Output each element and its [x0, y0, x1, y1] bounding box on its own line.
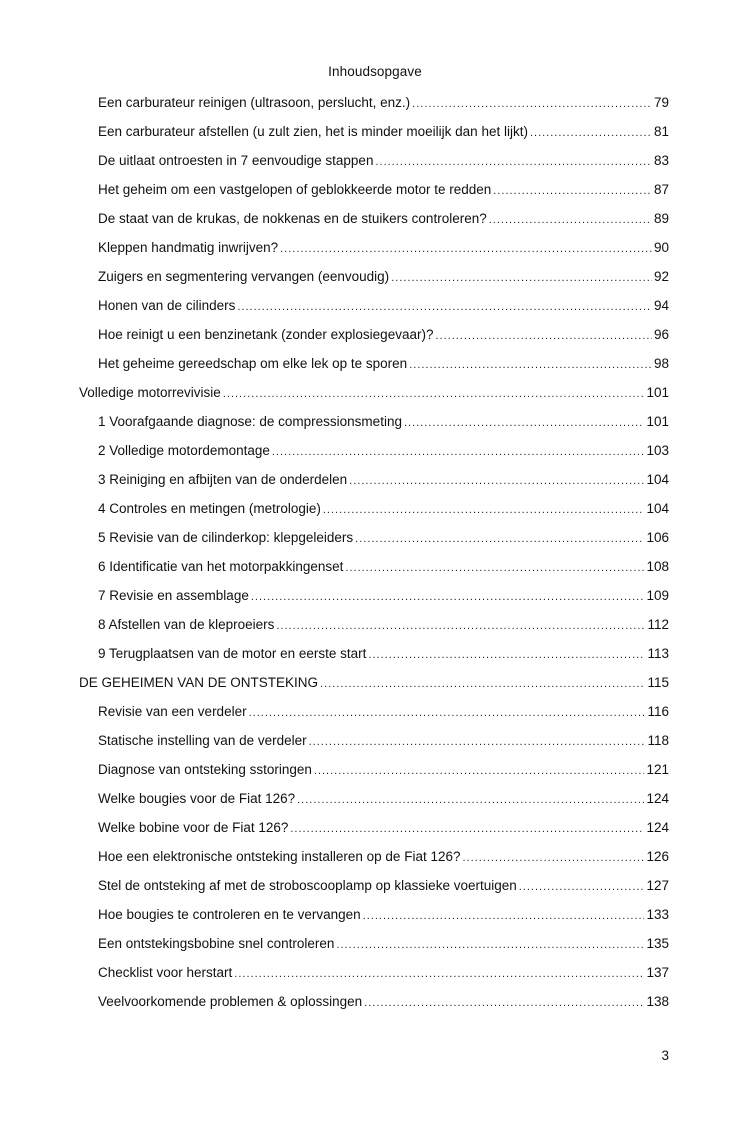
toc-entry-page: 121 [646, 762, 669, 777]
toc-dot-leader [272, 443, 645, 461]
toc-entry-title: Checklist voor herstart [98, 965, 233, 980]
toc-entry-page: 104 [646, 472, 669, 487]
toc-entry-page: 90 [653, 240, 669, 255]
toc-entry-title: Stel de ontsteking af met de stroboscooplamp op klassieke voertuigen [98, 878, 517, 893]
toc-dot-leader [363, 907, 645, 925]
toc-entry-page: 118 [647, 733, 669, 748]
toc-entry-page: 94 [653, 298, 669, 313]
toc-entry[interactable] [98, 326, 669, 345]
toc-dot-leader [349, 472, 644, 490]
toc-entry-title: Een ontstekingsbobine snel controleren [98, 936, 335, 951]
toc-entry-page: 81 [653, 124, 669, 139]
toc-entry-title: 4 Controles en metingen (metrologie) [98, 501, 321, 516]
toc-dot-leader [530, 124, 652, 142]
toc-entry[interactable] [98, 993, 669, 1012]
toc-entry[interactable] [98, 616, 669, 635]
toc-entry-title: Diagnose van ontsteking sstoringen [98, 762, 312, 777]
toc-entry-title: Het geheime gereedschap om elke lek op te sporen [98, 356, 408, 371]
toc-entry-title: Kleppen handmatig inwrijven? [98, 240, 279, 255]
toc-entry-title: Honen van de cilinders [98, 298, 236, 313]
toc-entry[interactable] [98, 94, 669, 113]
toc-entry-page: 124 [646, 791, 669, 806]
toc-entry-page: 87 [653, 182, 669, 197]
toc-dot-leader [409, 356, 652, 374]
toc-entry-page: 137 [646, 965, 669, 980]
toc-entry[interactable] [98, 500, 669, 519]
toc-entry-page: 124 [646, 820, 669, 835]
toc-entry[interactable] [98, 152, 669, 171]
toc-dot-leader [336, 936, 644, 954]
toc-entry-title: De staat van de krukas, de nokkenas en de stuikers controleren? [98, 211, 487, 226]
toc-dot-leader [412, 95, 652, 113]
toc-entry-title: Volledige motorrevivisie [79, 385, 221, 400]
toc-dot-leader [314, 762, 645, 780]
toc-entry[interactable] [98, 181, 669, 200]
toc-dot-leader [323, 501, 645, 519]
toc-entry-title: Hoe bougies te controleren en te vervangen [98, 907, 361, 922]
toc-entry-page: 103 [646, 443, 669, 458]
toc-dot-leader [489, 211, 652, 229]
toc-entry-page: 126 [646, 849, 669, 864]
toc-entry-page: 115 [647, 675, 669, 690]
toc-dot-leader [290, 820, 644, 838]
toc-entry[interactable] [98, 123, 669, 142]
toc-entry-title: Hoe een elektronische ontsteking installeren op de Fiat 126? [98, 849, 461, 864]
toc-entry-title: Welke bougies voor de Fiat 126? [98, 791, 296, 806]
toc-dot-leader [462, 849, 644, 867]
toc-entry-page: 113 [647, 646, 669, 661]
toc-entry[interactable] [98, 732, 669, 751]
toc-entry[interactable] [98, 790, 669, 809]
toc-dot-leader [519, 878, 645, 896]
toc-entry-page: 98 [653, 356, 669, 371]
toc-entry[interactable] [98, 645, 669, 664]
toc-entry-page: 133 [646, 907, 669, 922]
toc-entry-page: 127 [646, 878, 669, 893]
toc-dot-leader [276, 617, 645, 635]
toc-entry[interactable] [98, 558, 669, 577]
toc-entry[interactable] [98, 819, 669, 838]
toc-dot-leader [493, 182, 652, 200]
toc-entry-page: 108 [646, 559, 669, 574]
toc-entry-title: Zuigers en segmentering vervangen (eenvoudig) [98, 269, 390, 284]
toc-entry-title: 3 Reiniging en afbijten van de onderdelen [98, 472, 348, 487]
toc-entry-title: 6 Identificatie van het motorpakkingenset [98, 559, 344, 574]
toc-dot-leader [251, 588, 645, 606]
toc-entry-title: 5 Revisie van de cilinderkop: klepgeleiders [98, 530, 354, 545]
toc-entry-page: 138 [646, 994, 669, 1009]
toc-dot-leader [223, 385, 645, 403]
toc-entry[interactable] [98, 848, 669, 867]
toc-dot-leader [364, 994, 644, 1012]
toc-entry-title: Het geheim om een vastgelopen of geblokkeerde motor te redden [98, 182, 492, 197]
toc-entry[interactable] [98, 239, 669, 258]
toc-entry-page: 83 [653, 153, 669, 168]
toc-entry[interactable] [98, 355, 669, 374]
toc-dot-leader [320, 675, 645, 693]
toc-entry[interactable] [98, 210, 669, 229]
page-number: 3 [661, 1048, 669, 1063]
toc-entry[interactable] [98, 529, 669, 548]
toc-entry[interactable] [98, 297, 669, 316]
toc-entry-title: 9 Terugplaatsen van de motor en eerste start [98, 646, 367, 661]
toc-entry-title: Hoe reinigt u een benzinetank (zonder explosiegevaar)? [98, 327, 434, 342]
toc-entry[interactable] [98, 935, 669, 954]
toc-entry[interactable] [98, 268, 669, 287]
toc-entry-page: 96 [653, 327, 669, 342]
toc-entry-page: 101 [646, 414, 669, 429]
toc-entry[interactable] [98, 906, 669, 925]
toc-entry[interactable] [98, 877, 669, 896]
toc-entry-title: Revisie van een verdeler [98, 704, 247, 719]
toc-entry[interactable] [98, 442, 669, 461]
toc-entry-title: Welke bobine voor de Fiat 126? [98, 820, 289, 835]
toc-entry-title: 2 Volledige motordemontage [98, 443, 270, 458]
toc-section-entry[interactable] [79, 674, 669, 693]
toc-entry[interactable] [98, 413, 669, 432]
toc-entry-title: De uitlaat ontroesten in 7 eenvoudige stappen [98, 153, 374, 168]
toc-dot-leader [345, 559, 644, 577]
toc-entry[interactable] [98, 703, 669, 722]
toc-section-entry[interactable] [79, 384, 669, 403]
toc-dot-leader [368, 646, 645, 664]
toc-dot-leader [234, 965, 644, 983]
toc-entry[interactable] [98, 964, 669, 983]
toc-entry[interactable] [98, 471, 669, 490]
toc-entry-page: 116 [647, 704, 669, 719]
toc-dot-leader [435, 327, 652, 345]
toc-dot-leader [391, 269, 652, 287]
toc-dot-leader [355, 530, 644, 548]
toc-entry[interactable] [98, 761, 669, 780]
toc-entry-page: 112 [647, 617, 669, 632]
toc-dot-leader [404, 414, 645, 432]
page-title: Inhoudsopgave [328, 64, 422, 79]
toc-entry-title: 7 Revisie en assemblage [98, 588, 249, 603]
toc-entry-title: Een carburateur afstellen (u zult zien, het is minder moeilijk dan het lijkt) [98, 124, 528, 139]
toc-dot-leader [309, 733, 646, 751]
toc-entry-page: 79 [653, 95, 669, 110]
toc-entry-page: 104 [646, 501, 669, 516]
toc-dot-leader [237, 298, 652, 316]
toc-dot-leader [249, 704, 646, 722]
toc-entry-title: Veelvoorkomende problemen & oplossingen [98, 994, 363, 1009]
toc-entry-page: 89 [653, 211, 669, 226]
toc-entry-title: Statische instelling van de verdeler [98, 733, 307, 748]
toc-entry-title: DE GEHEIMEN VAN DE ONTSTEKING [79, 675, 319, 690]
toc-entry-title: 1 Voorafgaande diagnose: de compressionsmeting [98, 414, 402, 429]
toc-entry-page: 101 [646, 385, 669, 400]
toc-entry-page: 92 [653, 269, 669, 284]
toc-entry-page: 106 [646, 530, 669, 545]
toc-dot-leader [375, 153, 652, 171]
toc-entry-title: 8 Afstellen van de kleproeiers [98, 617, 275, 632]
toc-entry-page: 109 [646, 588, 669, 603]
toc-entry[interactable] [98, 587, 669, 606]
toc-entry-page: 135 [646, 936, 669, 951]
toc-dot-leader [280, 240, 652, 258]
toc-dot-leader [297, 791, 644, 809]
toc-entry-title: Een carburateur reinigen (ultrasoon, perslucht, enz.) [98, 95, 411, 110]
